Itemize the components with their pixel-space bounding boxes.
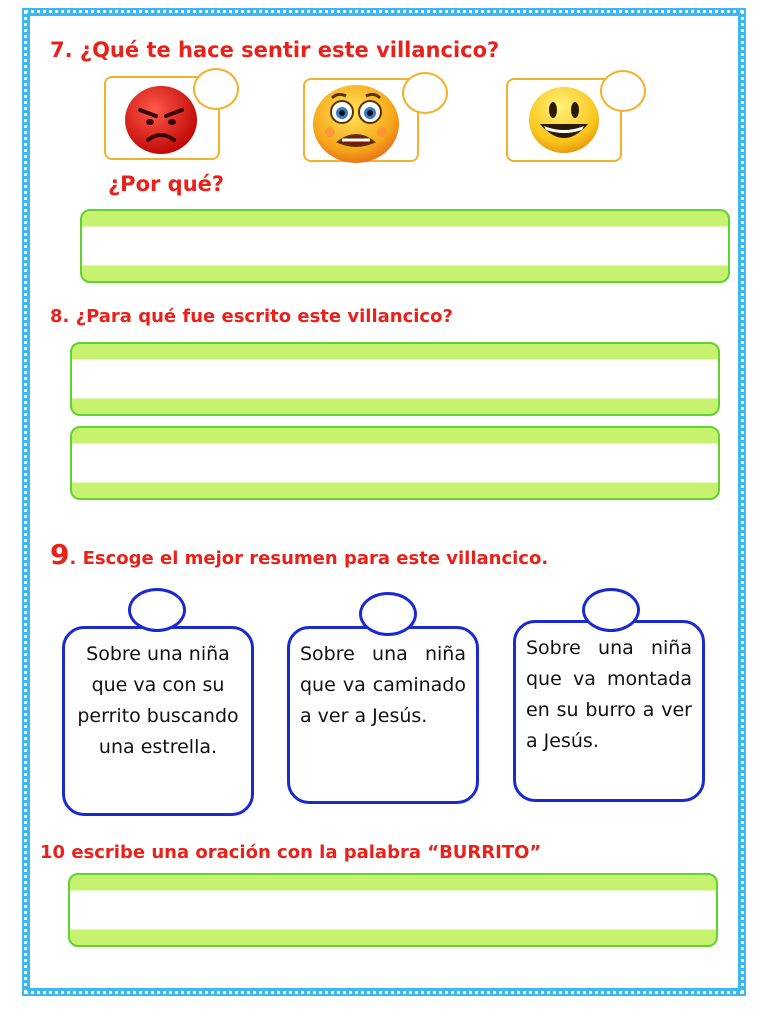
why-label: ¿Por qué?: [108, 172, 225, 196]
question-10-title: 10 escribe una oración con la palabra “BURRITO”: [40, 842, 542, 863]
answer-bubble-3[interactable]: [582, 588, 640, 632]
answer-circle-scared[interactable]: [402, 72, 448, 114]
summary-option-2[interactable]: Sobre una niña que va caminado a ver a Jesús.: [287, 626, 479, 804]
question-9-number: 9: [50, 538, 70, 571]
answer-line-8b[interactable]: [70, 426, 720, 500]
question-8-title: 8. ¿Para qué fue escrito este villancico?: [50, 306, 453, 327]
question-9-title: [50, 538, 548, 571]
question-7-title: 7. ¿Qué te hace sentir este villancico?: [50, 38, 500, 62]
answer-bubble-2[interactable]: [359, 592, 417, 636]
happy-face-icon: [526, 84, 602, 156]
angry-face-icon: [122, 84, 200, 156]
summary-option-1[interactable]: Sobre una niña que va con su perrito buscando una estrella.: [62, 626, 254, 816]
summary-option-3[interactable]: Sobre una niña que va montada en su burro a ver a Jesús.: [513, 620, 705, 802]
answer-line-7[interactable]: [80, 209, 730, 283]
answer-line-8a[interactable]: [70, 342, 720, 416]
answer-circle-happy[interactable]: [600, 70, 646, 112]
answer-bubble-1[interactable]: [128, 588, 186, 632]
answer-line-10[interactable]: [68, 873, 718, 947]
scared-face-icon: [310, 80, 402, 164]
question-9-text: . Escoge el mejor resumen para este villancico.: [69, 548, 549, 569]
